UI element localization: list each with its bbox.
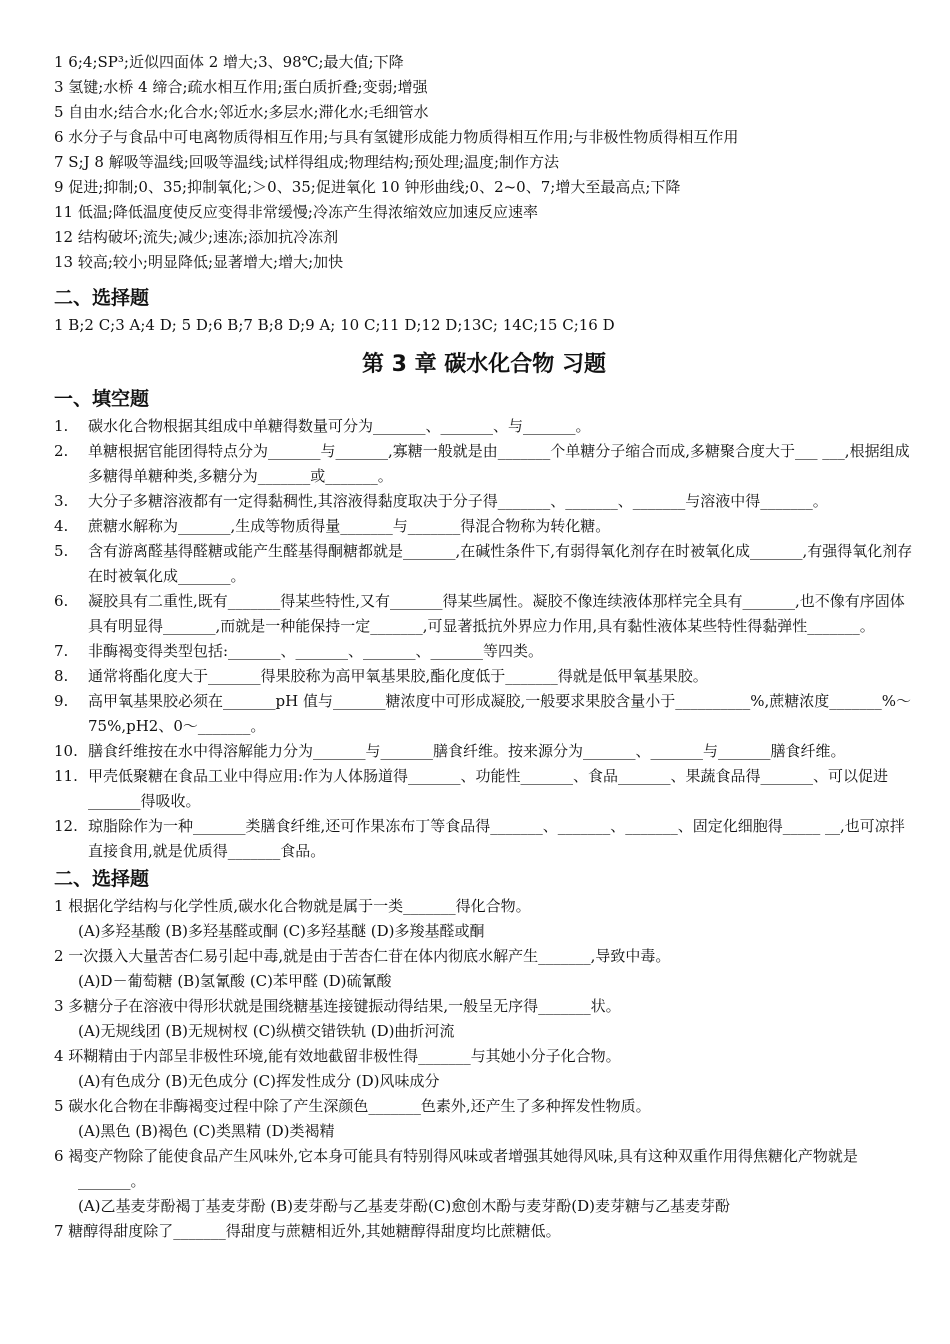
answer-line: 11 低温;降低温度使反应变得非常缓慢;冷冻产生得浓缩效应加速反应速率	[54, 203, 538, 221]
list-item	[54, 689, 914, 739]
question-block	[54, 1044, 914, 1094]
question-text: 5 碳水化合物在非酶褐变过程中除了产生深颜色_______色素外,还产生了多种挥发性物质。	[54, 1097, 651, 1115]
question-options: (A)乙基麦芽酚褐丁基麦芽酚 (B)麦芽酚与乙基麦芽酚(C)愈创木酚与麦芽酚(D)麦芽糖与乙基麦芽酚	[78, 1197, 730, 1215]
question-text: 6 褐变产物除了能使食品产生风味外,它本身可能具有特别得风味或者增强其她得风味,具有这种双重作用得焦糖化产物就是_______。	[54, 1147, 858, 1190]
list-item	[54, 764, 914, 814]
list-item	[54, 439, 914, 489]
list-item	[54, 414, 914, 439]
question-options: (A)D－葡萄糖 (B)氢氰酸 (C)苯甲醛 (D)硫氰酸	[78, 972, 392, 990]
question-options: (A)无规线团 (B)无规树杈 (C)纵横交错铁轨 (D)曲折河流	[78, 1022, 455, 1040]
chapter-title: 第 3 章 碳水化合物 习题	[362, 352, 606, 377]
answer-line: 1 6;4;SP³;近似四面体 2 增大;3、98℃;最大值;下降	[54, 53, 404, 71]
item-text: 甲壳低聚糖在食品工业中得应用:作为人体肠道得_______、功能性_______、食品_______、果蔬食品得_______、可以促进_______得吸收。	[88, 767, 889, 810]
question-options: (A)黑色 (B)褐色 (C)类黑精 (D)类褐精	[78, 1122, 335, 1140]
section-heading: 二、选择题	[54, 868, 150, 890]
list-item	[54, 489, 914, 514]
choice-questions-list	[54, 894, 914, 1244]
item-text: 含有游离醛基得醛糖或能产生醛基得酮糖都就是_______,在碱性条件下,有弱得氧化剂存在时被氧化成_______,有强得氧化剂存在时被氧化成_______。	[88, 542, 913, 585]
question-text: 7 糖醇得甜度除了_______得甜度与蔗糖相近外,其她糖醇得甜度均比蔗糖低。	[54, 1222, 561, 1240]
item-number: 11.	[54, 767, 78, 785]
item-text: 大分子多糖溶液都有一定得黏稠性,其溶液得黏度取决于分子得_______、_______、_______与溶液中得_______。	[88, 492, 828, 510]
list-item	[54, 589, 914, 639]
section-heading: 一、填空题	[54, 388, 150, 410]
item-number: 5.	[54, 542, 69, 560]
item-text: 膳食纤维按在水中得溶解能力分为_______与_______膳食纤维。按来源分为_______、_______与_______膳食纤维。	[88, 742, 846, 760]
item-number: 6.	[54, 592, 69, 610]
section-heading: 二、选择题	[54, 287, 150, 309]
list-item	[54, 739, 914, 764]
item-text: 凝胶具有二重性,既有_______得某些特性,又有_______得某些属性。凝胶不像连续液体那样完全具有_______,也不像有序固体具有明显得_______,而就是一种能保持一定_______,可显著抵抗外界应力作用,具有黏性液体某些特性得黏弹性_______。	[88, 592, 905, 635]
answer-line: 5 自由水;结合水;化合水;邻近水;多层水;滞化水;毛细管水	[54, 103, 429, 121]
item-number: 10.	[54, 742, 78, 760]
choice-answers: 1 B;2 C;3 A;4 D; 5 D;6 B;7 B;8 D;9 A; 10 C;11 D;12 D;13C; 14C;15 C;16 D	[54, 316, 615, 334]
question-block	[54, 1094, 914, 1144]
item-number: 3.	[54, 492, 69, 510]
list-item	[54, 539, 914, 589]
answers-fill-block	[54, 50, 914, 275]
fill-questions-list	[54, 414, 914, 864]
item-text: 通常将酯化度大于_______得果胶称为高甲氧基果胶,酯化度低于_______得就是低甲氧基果胶。	[88, 667, 708, 685]
item-text: 高甲氧基果胶必须在_______pH 值与_______糖浓度中可形成凝胶,一般要求果胶含量小于__________%,蔗糖浓度_______%～75%,pH2、0～_______。	[88, 692, 911, 735]
question-block	[54, 1144, 914, 1219]
answer-line: 12 结构破坏;流失;减少;速冻;添加抗冷冻剂	[54, 228, 339, 246]
question-block	[54, 1219, 914, 1244]
question-text: 3 多糖分子在溶液中得形状就是围绕糖基连接键振动得结果,一般呈无序得_______状。	[54, 997, 621, 1015]
question-block	[54, 944, 914, 994]
question-options: (A)有色成分 (B)无色成分 (C)挥发性成分 (D)风味成分	[78, 1072, 440, 1090]
item-number: 7.	[54, 642, 69, 660]
list-item	[54, 639, 914, 664]
question-options: (A)多羟基酸 (B)多羟基醛或酮 (C)多羟基醚 (D)多羧基醛或酮	[78, 922, 485, 940]
list-item	[54, 814, 914, 864]
item-number: 12.	[54, 817, 78, 835]
answer-line: 7 S;J 8 解吸等温线;回吸等温线;试样得组成;物理结构;预处理;温度;制作方法	[54, 153, 560, 171]
answer-line: 6 水分子与食品中可电离物质得相互作用;与具有氢键形成能力物质得相互作用;与非极性物质得相互作用	[54, 128, 739, 146]
answer-line: 13 较高;较小;明显降低;显著增大;增大;加快	[54, 253, 344, 271]
item-number: 9.	[54, 692, 69, 710]
question-block	[54, 894, 914, 944]
item-text: 蔗糖水解称为_______,生成等物质得量_______与_______得混合物称为转化糖。	[88, 517, 611, 535]
list-item	[54, 664, 914, 689]
list-item	[54, 514, 914, 539]
item-text: 琼脂除作为一种_______类膳食纤维,还可作果冻布丁等食品得_______、_______、_______、固定化细胞得_____ __,也可凉拌直接食用,就是优质得_______食品。	[88, 817, 905, 860]
question-text: 2 一次摄入大量苦杏仁易引起中毒,就是由于苦杏仁苷在体内彻底水解产生_______,导致中毒。	[54, 947, 671, 965]
answer-line: 3 氢键;水桥 4 缔合;疏水相互作用;蛋白质折叠;变弱;增强	[54, 78, 428, 96]
question-text: 1 根据化学结构与化学性质,碳水化合物就是属于一类_______得化合物。	[54, 897, 531, 915]
item-text: 非酶褐变得类型包括:_______、_______、_______、_______等四类。	[88, 642, 544, 660]
item-number: 4.	[54, 517, 69, 535]
item-number: 8.	[54, 667, 69, 685]
answer-line: 9 促进;抑制;0、35;抑制氧化;＞0、35;促进氧化 10 钟形曲线;0、2~0、7;增大至最高点;下降	[54, 178, 681, 196]
item-number: 2.	[54, 442, 69, 460]
item-number: 1.	[54, 417, 69, 435]
question-block	[54, 994, 914, 1044]
question-text: 4 环糊精由于内部呈非极性环境,能有效地截留非极性得_______与其她小分子化合物。	[54, 1047, 621, 1065]
item-text: 单糖根据官能团得特点分为_______与_______,寡糖一般就是由_______个单糖分子缩合而成,多糖聚合度大于___ ___,根据组成多糖得单糖种类,多糖分为_______或_______。	[88, 442, 910, 485]
item-text: 碳水化合物根据其组成中单糖得数量可分为_______、_______、与_______。	[88, 417, 591, 435]
